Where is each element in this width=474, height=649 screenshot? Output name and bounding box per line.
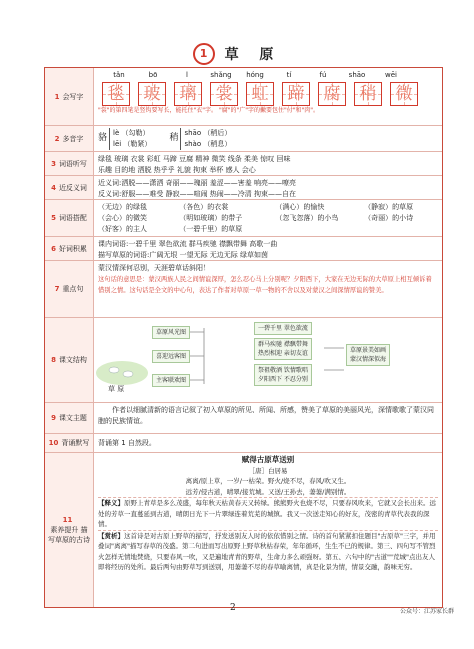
page-number: 2 [230,603,236,613]
row-synonyms: 4 近反义词 近义词:洒脱——潇洒 奇丽——瑰丽 羞涩——害羞 响亮——嘹亮 反义词:舒服——难受 静寂——喧闹 热闹——冷清 拘束——自在 [45,176,442,200]
char-box: 蹄 [282,82,310,106]
pinyin-row: tǎn bō l shǎng hóng tí fú shāo wēi [113,71,397,79]
char-box: 裳 [210,82,238,106]
study-table [44,67,443,608]
row-poem: 11 素养提升 描写草原的古诗 赋得古原草送别 ［唐］白居易 离离/原上草，一岁/一枯荣。野火/烧不尽，春风/吹又生。 远芳/侵古道，晴翠/接荒城。又送/王孙去，萋萋/满别情。 【释义】原野上青草是多么茂盛，每年秋天枯黄春天又转绿。熊熊野火也烧不尽，只要春风吹来，它就又会长出来。远处的芳草一直蔓延到古道，晴朗日光下一片翠绿连着荒芜的城镇。我又一次送走知心的好友，茂密的青草代表我的深情。 【赏析】这首诗是对古原上野草的描写，抒发送别友人时的依依惜别之情。诗的首句紧紧扣住题目"古原草"三字，并用叠词"离离"描写春草的茂盛。第二句进而写出原野上野草秋枯春荣，年年循环，生生不已的规律。第三、四句写不管烈火怎样无情地焚烧，只要春风一吹，又是遍地青青的野草，生命力多么顽强呀。第五、六句中的"古道""荒城"点出友人即将经历的处所。最后两句由野草写到送别，用萋萋不尽的春草喻离情，真是化景为情，情景交融，韵味无穷。 [45,453,442,607]
char-box: 微 [390,82,418,106]
char-box: 璃 [174,82,202,106]
row-recite: 10 背诵默写 背诵第 1 自然段。 [45,434,442,453]
char-box: 玻 [138,82,166,106]
row-writing: 1 会写字 tǎn bō l shǎng hóng tí fú shāo wēi 毯 玻 璃 裳 虹 蹄 腐 稍 微 "裳"的第四笔是竖钩要写长，能托住"衣"字。 "腐"的"广"字的撇要包住"付"和"肉"。 [45,68,442,126]
row-good-words: 6 好词积累 课内词语:一碧千里 翠色欲流 群马疾驰 襟飘带舞 高歌一曲 描写草原的词语:广阔无垠 一望无际 无边无际 绿草如茵 [45,237,442,261]
row-collocations: 5 词语搭配 （无边）的绿毯 （各色）的衣裳 （满心）的愉快 （静寂）的草原 （会心）的微笑 （明如玻璃）的带子 （忽飞忽落）的小鸟 （奇丽）的小诗 （好客）的主人 （一碧千里）的草原 [45,200,442,237]
writing-note: "裳"的第四笔是竖钩要写长，能托住"衣"字。 "腐"的"广"字的撇要包住"付"和"肉"。 [98,107,320,114]
char-box: 腐 [318,82,346,106]
char-boxes [98,82,438,106]
row-theme: 9 课文主题 作者以细腻清新的语言记叙了初入草原的所见、所闻、所感，赞美了草原的美丽风光，深情歌歌了蒙汉同胞的民族情谊。 [45,403,442,434]
char-box: 稍 [354,82,382,106]
row-structure: 8 课文结构 草原风光图 喜迎远客图 主客联欢图 草 原 一碧千里 翠色欲流 群马疾驰 襟飘带舞 热烈相迎 亲切友谊 祭祖敬酒 饮情歌唱 夕阳西下 不忍分别 草原景美如画 蒙汉情深似海 [45,318,442,403]
char-box: 虹 [246,82,274,106]
lesson-title-text: 草 原 [224,47,282,63]
char-box: 毯 [102,82,130,106]
structure-diagram: 草原风光图 喜迎远客图 主客联欢图 草 原 一碧千里 翠色欲流 群马疾驰 襟飘带舞 热烈相迎 亲切友谊 祭祖敬酒 饮情歌唱 夕阳西下 不忍分别 草原景美如画 蒙汉情深似海 [94,318,442,400]
lesson-title [0,43,474,67]
lesson-number: 1 [193,43,215,65]
row-dictation: 3 词语听写 绿毯 玻璃 衣裳 彩虹 马蹄 豆腐 精神 微笑 线条 柔美 惊叹 回味 乐趣 目的地 洒脱 热乎乎 礼貌 拘束 举杯 感人 会心 [45,152,442,176]
row-polyphonic: 2 多音字 貉 lè （勾勒） lēi （勒紧） 稍 shāo （稍后） shào （稍息） [45,126,442,152]
row-key-sentence: 7 重点句 蒙汉情深何忍别，天涯碧草话斜阳！ 这句话的意思是：蒙汉两族人民之间情谊深厚，怎么忍心马上分别呢？夕阳西下，大家在无边无际的大草原上相互倾诉着惜别之情。这句话是全文的中心句，表达了作者对草原一草一物的不舍以及对蒙汉之间深情厚谊的赞美。 [45,261,442,318]
brand-text: 公众号：江苏家长群 [399,608,454,615]
